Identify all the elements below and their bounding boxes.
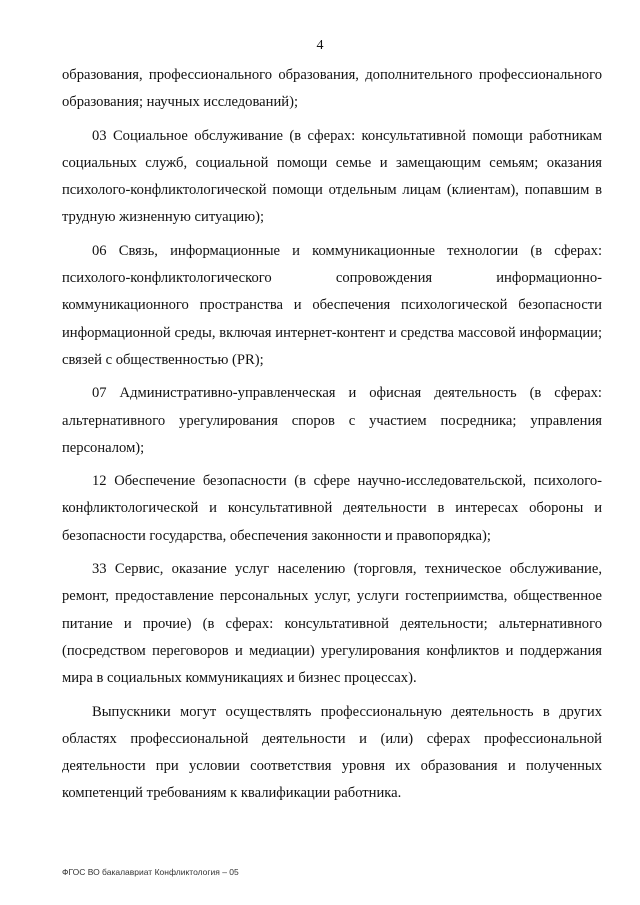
paragraph-continuation: образования, профессионального образования, дополнительного профессионального образования; научных исследований); [62,67,602,111]
paragraph-service: 33 Сервис, оказание услуг населению (торговля, техническое обслуживание, ремонт, предоставление персональных услуг, услуги гостеприимства, общественное питание и прочие) (в сферах: консультативной деятельности; альтернативного (посредством переговоров и медиации) урегулирования конфликтов и поддержания мира в социальных коммуникациях и бизнес процессах). [62,561,602,687]
paragraph-administration: 07 Административно-управленческая и офисная деятельность (в сферах: альтернативного урегулирования споров с участием посредника; управления персоналом); [62,385,602,456]
footer-text: ФГОС ВО бакалавриат Конфликтология – 05 [62,867,239,877]
paragraph-social-services: 03 Социальное обслуживание (в сферах: консультативной помощи работникам социальных служб, социальной помощи семье и замещающим семьям; оказания психолого-конфликтологической помощи отдельным лицам (клиентам), попавшим в трудную жизненную ситуацию); [62,127,602,226]
paragraph-communications: 06 Связь, информационные и коммуникационные технологии (в сферах: психолого-конфликтологического сопровождения информационно-коммуникационного пространства и обеспечения психологической безопасности информационной среды, включая интернет-контент и средства массовой информации; связей с общественностью (PR); [62,242,602,368]
document-body [62,62,602,808]
paragraph-graduates: Выпускники могут осуществлять профессиональную деятельность в других областях профессиональной деятельности и (или) сферах профессиональной деятельности при условии соответствия уровня их образования и полученных компетенций требованиям к квалификации работника. [62,703,602,802]
paragraph-security: 12 Обеспечение безопасности (в сфере научно-исследовательской, психолого-конфликтологической и консультативной деятельности в интересах обороны и безопасности государства, обеспечения законности и правопорядка); [62,473,602,544]
page-number: 4 [316,38,324,53]
